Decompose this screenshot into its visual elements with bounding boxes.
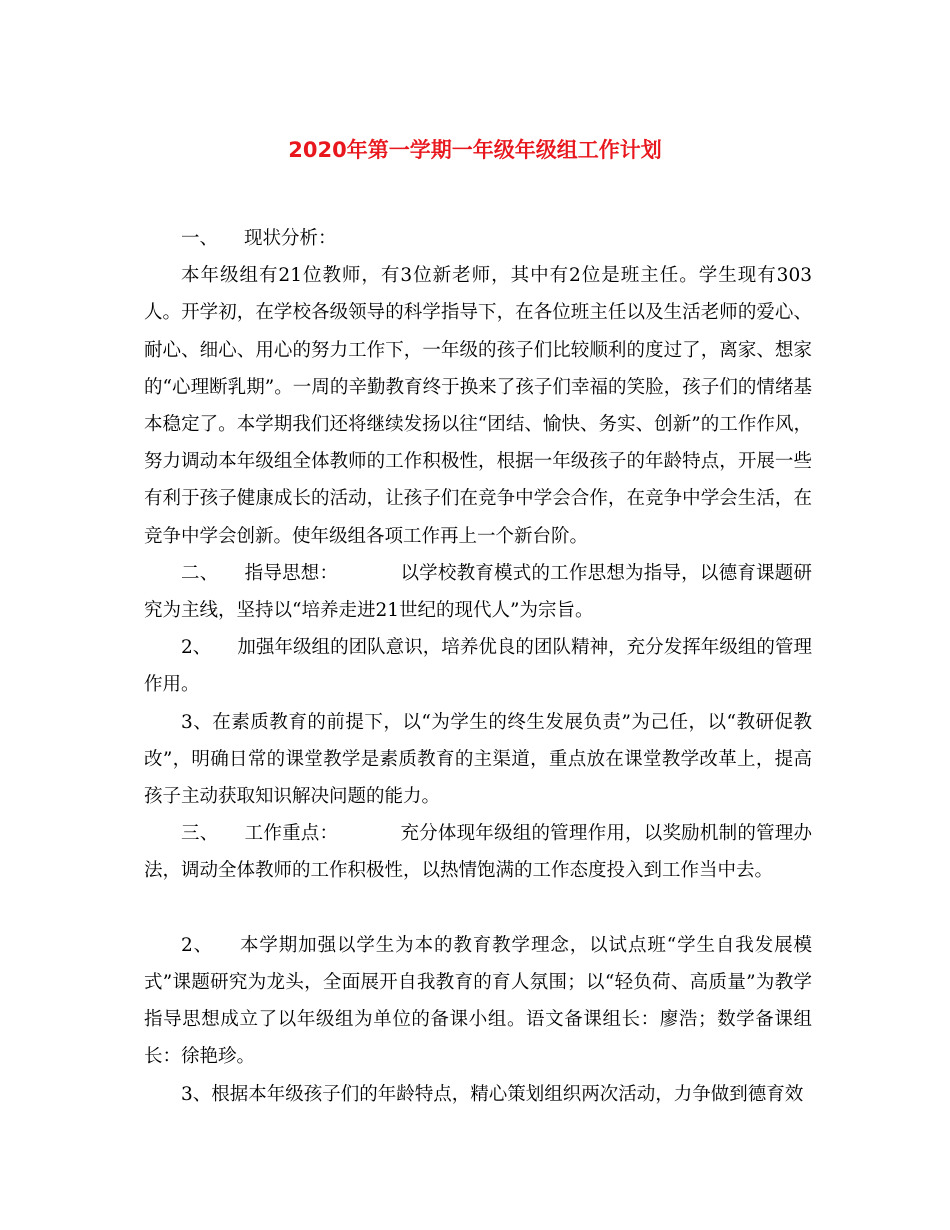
section-number: 二、 <box>181 562 219 584</box>
section-heading-text: 工作重点： <box>244 823 339 845</box>
section-1-heading <box>144 220 812 257</box>
section-1-paragraph: 本年级组有21位教师，有3位新老师，其中有2位是班主任。学生现有303人。开学初，在学校各级领导的科学指导下，在各位班主任以及生活老师的爱心、耐心、细心、用心的努力工作下，一年级的孩子们比较顺利的度过了，离家、想家的“心理断乳期”。一周的辛勤教育终于换来了孩子们幸福的笑脸，孩子们的情绪基本稳定了。本学期我们还将继续发扬以往“团结、愉快、务实、创新”的工作作风，努力调动本年级组全体教师的工作积极性，根据一年级孩子的年龄特点，开展一些有利于孩子健康成长的活动，让孩子们在竞争中学会合作，在竞争中学会生活，在竞争中学会创新。使年级组各项工作再上一个新台阶。 <box>144 265 812 547</box>
item-text: 本学期加强以学生为本的教育教学理念，以试点班“学生自我发展模式”课题研究为龙头，全面展开自我教育的育人氛围；以“轻负荷、高质量”为教学指导思想成立了以年级组为单位的备课小组。语文备课组长：廖浩；数学备课组长：徐艳珍。 <box>144 934 812 1068</box>
section-2-item-2 <box>144 629 812 703</box>
section-2-heading <box>144 555 812 629</box>
section-number: 一、 <box>181 228 219 249</box>
item-number: 2、 <box>181 637 212 659</box>
section-2-item-3: 3、在素质教育的前提下，以“为学生的终生发展负责”为己任，以“教研促教改”，明确日常的课堂教学是素质教育的主渠道，重点放在课堂教学改革上，提高孩子主动获取知识解决问题的能力。 <box>144 711 812 808</box>
section-number: 三、 <box>181 823 219 845</box>
blank-line <box>144 890 812 927</box>
section-heading-text: 指导思想： <box>244 562 339 584</box>
section-3-item-2 <box>144 927 812 1076</box>
item-text: 加强年级组的团队意识，培养优良的团队精神，充分发挥年级组的管理作用。 <box>144 637 812 696</box>
section-2-paragraph: 以学校教育模式的工作思想为指导，以德育课题研究为主线，坚持以“培养走进21世纪的现代人”为宗旨。 <box>144 562 812 622</box>
section-3-paragraph: 充分体现年级组的管理作用，以奖励机制的管理办法，调动全体教师的工作积极性，以热情饱满的工作态度投入到工作当中去。 <box>144 823 812 882</box>
item-number: 2、 <box>181 934 214 956</box>
document-title: 2020年第一学期一年级年级组工作计划 <box>288 138 662 162</box>
section-3-heading <box>144 815 812 889</box>
section-3-item-3: 3、根据本年级孩子们的年龄特点，精心策划组织两次活动，力争做到德育效 <box>181 1083 804 1105</box>
section-heading-text: 现状分析： <box>244 228 337 249</box>
document-body <box>144 220 812 1113</box>
